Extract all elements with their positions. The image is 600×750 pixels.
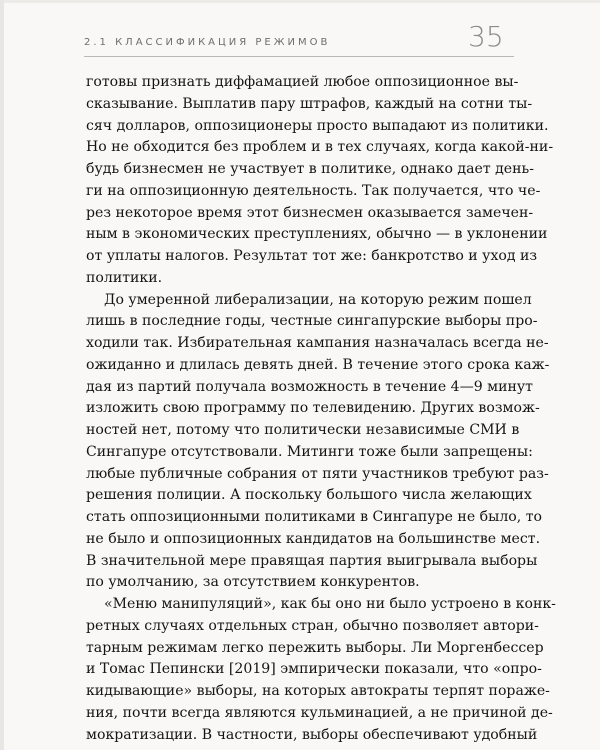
- text-line: не было и оппозиционных кандидатов на большинстве мест.: [86, 530, 541, 547]
- text-line: До умеренной либерализации, на которую режим пошел: [104, 291, 532, 308]
- text-line: сяч долларов, оппозиционеры просто выпадают из политики.: [86, 117, 549, 134]
- text-line: от уплаты налогов. Результат тот же: банкротство и уход из: [86, 248, 538, 264]
- text-line: Сингапуре отсутствовали. Митинги тоже были запрещены:: [86, 443, 533, 460]
- text-line: кидывающие» выборы, на которых автократы терпят пораже-: [86, 683, 550, 699]
- page-number: 35: [468, 20, 504, 53]
- text-line: ожиданно и длилась девять дней. В течение этого срока каж-: [86, 356, 550, 373]
- text-line: Но не обходится без проблем и в тех случаях, когда какой-ни-: [86, 139, 554, 156]
- running-head: 2.1 КЛАССИФИКАЦИЯ РЕЖИМОВ: [84, 37, 331, 48]
- text-line: политики.: [86, 269, 163, 286]
- body-text: [86, 72, 556, 746]
- text-line: будь бизнесмен не участвует в политике, однако дает день-: [86, 161, 534, 177]
- header-rule: [84, 56, 514, 57]
- text-line: изложить свою программу по телевидению. Других возмож-: [86, 400, 540, 417]
- text-line: решения полиции. А поскольку большого числа желающих: [86, 487, 532, 504]
- text-line: ностей нет, потому что политически независимые СМИ в: [86, 422, 520, 438]
- text-line: лишь в последние годы, честные сингапурские выборы про-: [86, 313, 538, 330]
- text-line: и Томас Пепински [2019] эмпирически показали, что «опро-: [86, 661, 542, 678]
- text-line: сказывание. Выплатив пару штрафов, каждый на сотни ты-: [86, 95, 533, 112]
- text-line: ретных случаях отдельных стран, обычно позволяет автори-: [86, 617, 539, 634]
- text-line: ходили так. Избирательная кампания назначалась всегда не-: [86, 335, 549, 351]
- text-line: ным в экономических преступлениях, обычно — в уклонении: [86, 226, 548, 243]
- text-line: ния, почти всегда являются кульминацией, а не причиной де-: [86, 704, 553, 721]
- text-line: «Меню манипуляций», как бы оно ни было устроено в конк-: [104, 596, 556, 612]
- text-line: В значительной мере правящая партия выигрывала выборы: [86, 552, 538, 569]
- text-line: ги на оппозиционную деятельность. Так получается, что че-: [86, 182, 541, 199]
- text-line: тарным режимам легко пережить выборы. Ли Моргенбессер: [86, 639, 544, 656]
- text-line: рез некоторое время этот бизнесмен оказывается замечен-: [86, 204, 534, 221]
- text-line: стать оппозиционными политиками в Сингапуре не было, то: [86, 509, 543, 525]
- text-line: дая из партий получала возможность в течение 4—9 минут: [86, 378, 533, 395]
- text-line: по умолчанию, за отсутствием конкурентов.: [86, 574, 420, 591]
- text-line: любые публичные собрания от пяти участников требуют раз-: [86, 465, 549, 482]
- text-line: мократизации. В частности, выборы обеспечивают удобный: [86, 726, 538, 743]
- text-line: готовы признать диффамацией любое оппозиционное вы-: [86, 74, 519, 90]
